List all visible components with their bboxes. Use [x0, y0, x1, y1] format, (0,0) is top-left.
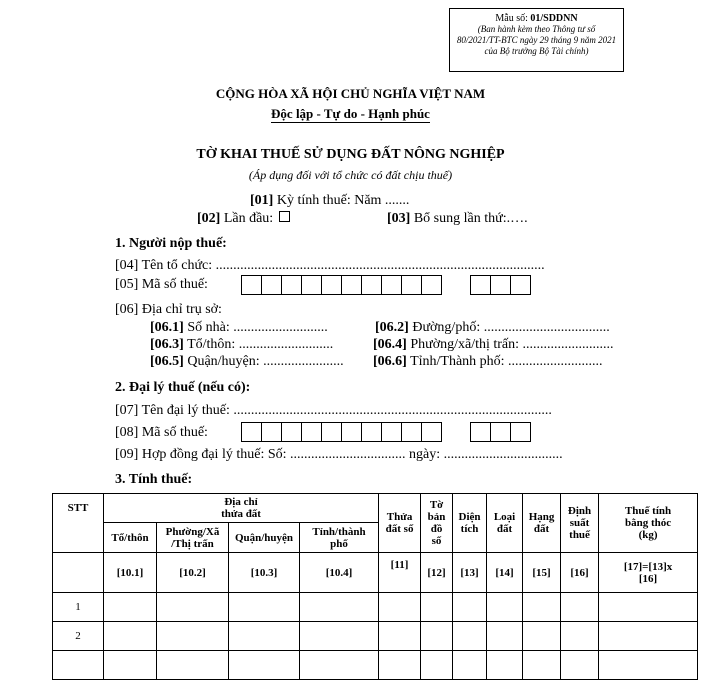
field-09-label: Hợp đồng đại lý thuế: Số: ................................. ngày: .................................. [138, 447, 563, 462]
th-tbd-2: bản [427, 511, 446, 523]
taxid-digit-cell[interactable] [361, 422, 382, 442]
field-06-code: [06] [115, 302, 139, 317]
code-cell: [16] [561, 553, 599, 593]
taxid-digit-cell[interactable] [361, 275, 382, 295]
th-to-thon: Tổ/thôn [104, 523, 157, 553]
table-cell[interactable] [523, 593, 561, 622]
field-04-label: Tên tổ chức: .............................................................................................. [138, 258, 545, 273]
motto-wrap [0, 105, 701, 123]
form-note-2: 80/2021/TT-BTC ngày 29 tháng 9 năm 2021 [456, 35, 617, 45]
field-06-5-label: Quận/huyện: ....................... [183, 354, 344, 369]
field-07-label: Tên đại lý thuế: ........................................................................................... [138, 403, 552, 418]
th-tinh-1: Tỉnh/thành [312, 525, 366, 538]
taxid-digit-cell[interactable] [421, 422, 442, 442]
form-note-3: của Bộ trưởng Bộ Tài chính) [484, 46, 589, 56]
taxid-digit-cell[interactable] [241, 275, 262, 295]
th-thua-dat [379, 494, 421, 553]
code-cell: [11] [379, 553, 421, 593]
taxid-digit-cell[interactable] [421, 275, 442, 295]
field-06-1-code: [06.1] [150, 320, 184, 335]
th-hang-dat [523, 494, 561, 553]
form-code: 01/SDDNN [530, 13, 578, 24]
table-row [53, 651, 698, 680]
th-dt-1: Diện [458, 511, 481, 523]
table-cell[interactable] [453, 593, 487, 622]
field-06-3-label: Tổ/thôn: ........................... [183, 337, 334, 352]
th-hd-1: Hạng [528, 511, 555, 523]
table-cell[interactable] [300, 622, 379, 651]
form-code-line [450, 13, 623, 24]
table-cell[interactable] [300, 593, 379, 622]
section-3-heading: 3. Tính thuế: [115, 472, 193, 487]
th-to-ban-do [421, 494, 453, 553]
field-06 [115, 302, 222, 318]
th-phuong [157, 523, 229, 553]
th-hd-2: đất [533, 523, 550, 535]
th-dien-tich [453, 494, 487, 553]
th-tt-2: bằng thóc [624, 517, 672, 529]
table-cell[interactable] [104, 651, 157, 680]
field-02-code: [02] [197, 211, 221, 226]
table-cell[interactable] [487, 651, 523, 680]
code-17-line-1: [17]=[13]x [623, 560, 673, 573]
code-cell-empty [53, 553, 104, 593]
th-address-line-2: thửa đất [221, 508, 261, 520]
th-ds-1: Định [567, 505, 592, 517]
th-address-line-1: Địa chỉ [224, 496, 258, 508]
table-cell[interactable] [157, 622, 229, 651]
table-cell[interactable] [379, 593, 421, 622]
taxid-digit-cell[interactable] [321, 422, 342, 442]
field-06-2-label: Đường/phố: .................................... [408, 320, 610, 335]
taxid-branch-digit-cell[interactable] [510, 275, 531, 295]
table-cell[interactable] [523, 651, 561, 680]
th-tbd-4: số [431, 535, 442, 547]
code-cell: [13] [453, 553, 487, 593]
table-cell[interactable] [561, 622, 599, 651]
section-2-heading: 2. Đại lý thuế (nếu có): [115, 380, 251, 395]
table-cell [53, 651, 104, 680]
motto: Độc lập - Tự do - Hạnh phúc [271, 106, 430, 121]
field-01-label: Kỳ tính thuế: Năm ....... [273, 193, 410, 208]
agent-taxid-branch-cells[interactable] [471, 422, 531, 442]
th-stt: STT [53, 494, 104, 553]
taxid-digit-cell[interactable] [401, 275, 422, 295]
field-02-label: Lần đầu: [220, 211, 274, 226]
table-cell[interactable] [157, 593, 229, 622]
table-code-row [53, 553, 698, 593]
field-06-3-code: [06.3] [150, 337, 184, 352]
table-cell[interactable] [599, 593, 698, 622]
field-03 [387, 211, 528, 227]
field-08-label: Mã số thuế: [138, 425, 208, 440]
table-header-row-1 [53, 494, 698, 523]
taxid-digit-cell[interactable] [301, 422, 322, 442]
field-06-6-code: [06.6] [373, 354, 407, 369]
field-05-label: Mã số thuế: [138, 277, 208, 292]
table-row [53, 593, 698, 622]
taxid-digit-cell[interactable] [381, 422, 402, 442]
taxid-branch-digit-cell[interactable] [470, 422, 491, 442]
th-quan: Quận/huyện [229, 523, 300, 553]
taxid-digit-cell[interactable] [301, 275, 322, 295]
code-cell: [12] [421, 553, 453, 593]
field-04[interactable] [115, 258, 545, 274]
code-cell: [10.1] [104, 553, 157, 593]
table-cell[interactable] [487, 593, 523, 622]
table-cell[interactable] [599, 622, 698, 651]
code-cell: [10.4] [300, 553, 379, 593]
table-cell[interactable] [453, 622, 487, 651]
agent-taxid-cells[interactable] [242, 422, 442, 442]
table-cell[interactable] [453, 651, 487, 680]
taxid-digit-cell[interactable] [401, 422, 422, 442]
taxid-digit-cell[interactable] [281, 275, 302, 295]
table-cell[interactable] [561, 651, 599, 680]
form-code-label: Mẫu số: [495, 13, 531, 24]
taxid-digit-cell[interactable] [381, 275, 402, 295]
field-09-code: [09] [115, 447, 139, 462]
th-dinh-suat [561, 494, 599, 553]
taxid-digit-cell[interactable] [281, 422, 302, 442]
th-thue-tinh [599, 494, 698, 553]
taxid-digit-cell[interactable] [341, 275, 362, 295]
table-cell[interactable] [599, 651, 698, 680]
th-dt-2: tích [460, 523, 479, 535]
field-07-code: [07] [115, 403, 139, 418]
field-06-4-code: [06.4] [373, 337, 407, 352]
field-06-3[interactable] [150, 337, 333, 353]
th-tinh [300, 523, 379, 553]
table-cell[interactable] [379, 651, 421, 680]
field-06-4-label: Phường/xã/thị trấn: .......................... [406, 337, 614, 352]
first-time-checkbox[interactable] [279, 211, 290, 222]
table-cell[interactable] [379, 622, 421, 651]
th-ph-1: Phường/Xã [165, 525, 220, 538]
table-cell[interactable] [421, 593, 453, 622]
country-name: CỘNG HÒA XÃ HỘI CHỦ NGHĨA VIỆT NAM [215, 86, 486, 101]
field-06-6[interactable] [373, 354, 603, 370]
field-08 [115, 425, 208, 441]
form-note-1: (Ban hành kèm theo Thông tư số [477, 24, 596, 34]
table-cell[interactable] [421, 622, 453, 651]
field-06-2[interactable] [375, 320, 610, 336]
taxid-branch-digit-cell[interactable] [470, 275, 491, 295]
field-03-code: [03] [387, 211, 411, 226]
taxid-digit-cell[interactable] [261, 275, 282, 295]
field-08-code: [08] [115, 425, 139, 440]
field-01-code: [01] [250, 193, 274, 208]
field-06-5[interactable] [150, 354, 344, 370]
form-number-box [449, 8, 624, 72]
th-address [104, 494, 379, 523]
field-06-4[interactable] [373, 337, 614, 353]
taxid-digit-cell[interactable] [241, 422, 262, 442]
table-cell[interactable] [523, 622, 561, 651]
field-05 [115, 277, 208, 293]
table-cell[interactable] [104, 593, 157, 622]
table-cell[interactable] [561, 593, 599, 622]
field-09[interactable] [115, 447, 563, 463]
code-cell-17 [599, 553, 698, 593]
field-06-2-code: [06.2] [375, 320, 409, 335]
form-subtitle: (Áp dụng đối với tổ chức có đất chịu thuế) [248, 168, 453, 182]
code-cell: [15] [523, 553, 561, 593]
field-07[interactable] [115, 403, 552, 419]
field-02 [197, 211, 290, 227]
th-ds-2: suất [569, 517, 590, 529]
th-tt-3: (kg) [638, 529, 658, 541]
row-stt: 2 [53, 622, 104, 651]
table-cell[interactable] [487, 622, 523, 651]
code-17-line-2: [16] [638, 572, 658, 585]
th-thua-line-1: Thửa [386, 511, 413, 523]
field-01 [250, 193, 409, 209]
table-cell[interactable] [157, 651, 229, 680]
taxpayer-taxid-cells[interactable] [242, 275, 442, 295]
taxid-digit-cell[interactable] [341, 422, 362, 442]
th-ds-3: thuế [569, 529, 590, 541]
taxid-branch-digit-cell[interactable] [490, 275, 511, 295]
taxid-digit-cell[interactable] [321, 275, 342, 295]
th-tinh-2: phố [330, 537, 348, 550]
form-title: TỜ KHAI THUẾ SỬ DỤNG ĐẤT NÔNG NGHIỆP [196, 147, 505, 162]
table-cell[interactable] [229, 651, 300, 680]
field-05-code: [05] [115, 277, 139, 292]
tax-calculation-table [52, 493, 698, 680]
th-thua-line-2: đất số [385, 523, 414, 535]
th-ld-1: Loại [493, 511, 516, 523]
code-cell: [14] [487, 553, 523, 593]
table-cell[interactable] [229, 593, 300, 622]
field-06-label: Địa chỉ trụ sở: [138, 302, 222, 317]
field-03-label: Bổ sung lần thứ:.…. [410, 211, 528, 226]
th-ph-2: /Thị trấn [171, 537, 214, 550]
th-loai-dat [487, 494, 523, 553]
th-ld-2: đất [496, 523, 513, 535]
table-cell[interactable] [229, 622, 300, 651]
code-cell: [10.3] [229, 553, 300, 593]
th-tbd-3: đồ [430, 523, 443, 535]
th-tt-1: Thuế tính [624, 505, 672, 517]
field-06-6-label: Tỉnh/Thành phố: ........................... [406, 354, 603, 369]
taxid-branch-digit-cell[interactable] [490, 422, 511, 442]
field-06-5-code: [06.5] [150, 354, 184, 369]
table-cell[interactable] [104, 622, 157, 651]
field-06-1[interactable] [150, 320, 328, 336]
taxid-branch-digit-cell[interactable] [510, 422, 531, 442]
code-cell: [10.2] [157, 553, 229, 593]
row-stt: 1 [53, 593, 104, 622]
th-tbd-1: Tờ [429, 499, 444, 511]
table-cell[interactable] [300, 651, 379, 680]
taxpayer-taxid-branch-cells[interactable] [471, 275, 531, 295]
field-06-1-label: Số nhà: ........................... [183, 320, 328, 335]
table-cell[interactable] [421, 651, 453, 680]
section-1-heading: 1. Người nộp thuế: [115, 236, 227, 251]
table-row [53, 622, 698, 651]
taxid-digit-cell[interactable] [261, 422, 282, 442]
field-04-code: [04] [115, 258, 139, 273]
